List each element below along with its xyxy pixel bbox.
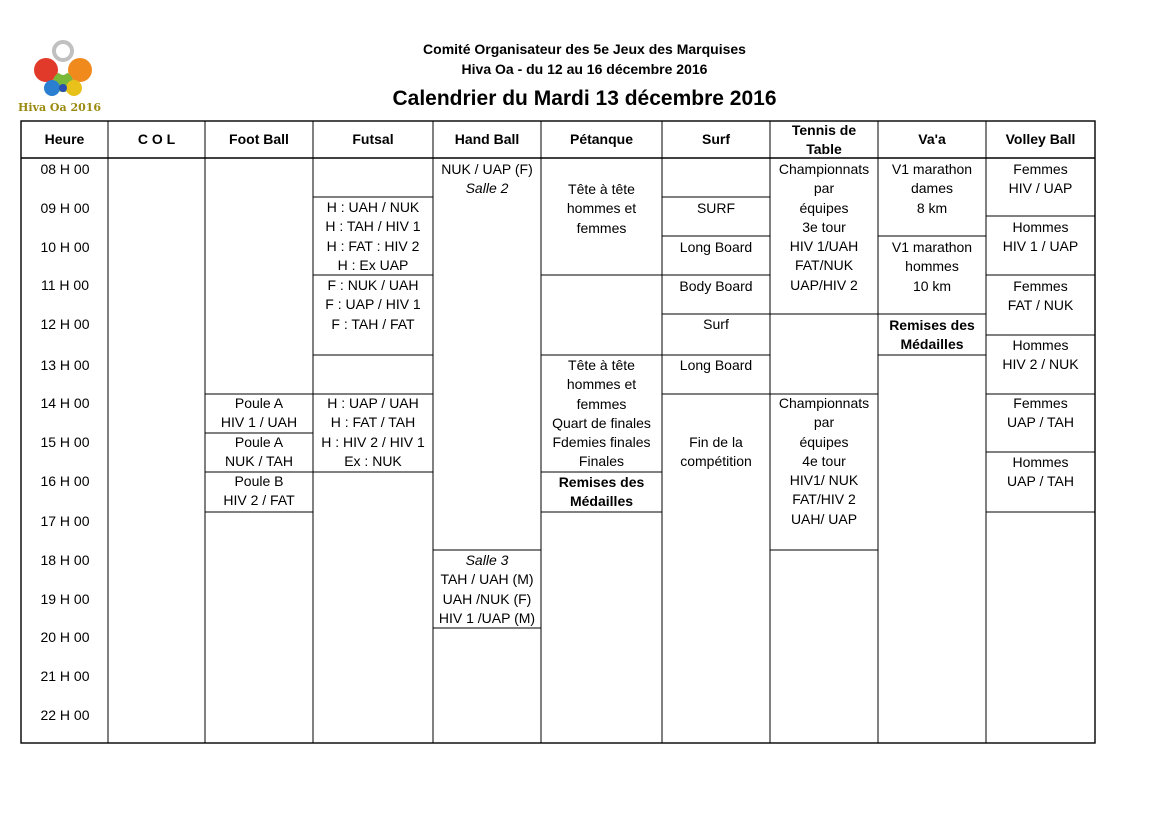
col-header-col: C O L	[137, 131, 176, 147]
surf-event: Long Board	[679, 357, 753, 373]
surf-event: SURF	[696, 200, 736, 216]
volley-match: Hommes UAP / TAH	[1007, 454, 1074, 490]
hour-label: 17 H 00	[40, 513, 90, 529]
futsal-block: H : UAP / UAH H : FAT / TAH H : HIV 2 / HIV 1 Ex : NUK	[321, 395, 425, 469]
vaa-block: V1 marathon dames 8 km	[891, 161, 973, 216]
surf-event: Body Board	[679, 278, 753, 294]
hour-label: 09 H 00	[40, 200, 90, 216]
col-header-heure: Heure	[44, 131, 85, 147]
col-header-volleyball: Volley Ball	[1005, 131, 1076, 147]
col-header-surf: Surf	[702, 131, 730, 147]
petanque-block: Tête à tête hommes et femmes Quart de finales Fdemies finales Finales	[552, 357, 651, 470]
hour-label: 15 H 00	[40, 434, 90, 450]
volley-match: Femmes HIV / UAP	[1008, 161, 1073, 197]
surf-event: Long Board	[679, 239, 753, 255]
organizer-line: Comité Organisateur des 5e Jeux des Marquises	[423, 41, 746, 57]
volley-match: Femmes UAP / TAH	[1007, 395, 1074, 431]
tennis-block: Championnats par équipes 3e tour HIV 1/UAH FAT/NUK UAP/HIV 2	[778, 161, 870, 293]
hour-label: 20 H 00	[40, 629, 90, 645]
venue-label: Salle 2	[465, 180, 509, 197]
hour-label: 14 H 00	[40, 395, 90, 411]
hour-label: 12 H 00	[40, 316, 90, 332]
football-match: Poule A NUK / TAH	[225, 434, 293, 470]
col-header-petanque: Pétanque	[569, 131, 633, 147]
volley-match: Hommes HIV 2 / NUK	[1002, 337, 1079, 373]
futsal-block: F : NUK / UAH F : UAP / HIV 1 F : TAH / FAT	[325, 277, 421, 332]
hour-label: 21 H 00	[40, 668, 90, 684]
handball-block: Salle 3 TAH / UAH (M) UAH /NUK (F) HIV 1 /UAP (M)	[433, 551, 541, 628]
vaa-block: V1 marathon hommes 10 km	[891, 239, 973, 294]
surf-event: Surf	[703, 316, 729, 332]
volley-match: Femmes FAT / NUK	[1007, 278, 1074, 314]
petanque-block: Tête à tête hommes et femmes	[566, 181, 637, 236]
petanque-medals: Remises des Médailles	[558, 474, 645, 510]
place-dates-line: Hiva Oa - du 12 au 16 décembre 2016	[461, 61, 708, 77]
logo-text: Hiva Oa 2016	[18, 101, 102, 114]
football-match: Poule B HIV 2 / FAT	[223, 473, 295, 509]
hour-label: 08 H 00	[40, 161, 90, 177]
hour-label: 13 H 00	[40, 357, 90, 373]
vaa-medals: Remises des Médailles	[889, 317, 975, 353]
hour-label: 19 H 00	[40, 591, 90, 607]
volley-match: Hommes HIV 1 / UAP	[1002, 219, 1079, 255]
hour-label: 22 H 00	[40, 707, 90, 723]
col-header-tennis: Tennis de Table	[791, 121, 857, 157]
col-header-vaa: Va'a	[918, 131, 946, 147]
futsal-block: H : UAH / NUK H : TAH / HIV 1 H : FAT : HIV 2 H : Ex UAP	[325, 199, 421, 273]
venue-label: Salle 3	[465, 552, 509, 568]
surf-event: Fin de la compétition	[680, 434, 752, 470]
hour-label: 11 H 00	[41, 277, 89, 293]
hour-label: 16 H 00	[40, 473, 90, 489]
tennis-block: Championnats par équipes 4e tour HIV1/ NUK FAT/HIV 2 UAH/ UAP	[778, 395, 870, 527]
col-header-football: Foot Ball	[229, 131, 289, 147]
handball-block: NUK / UAP (F) Salle 2	[433, 160, 541, 199]
hour-label: 10 H 00	[40, 239, 90, 255]
football-match: Poule A HIV 1 / UAH	[220, 395, 298, 431]
page-title: Calendrier du Mardi 13 décembre 2016	[392, 87, 777, 110]
hour-label: 18 H 00	[40, 552, 90, 568]
col-header-handball: Hand Ball	[454, 131, 520, 147]
col-header-futsal: Futsal	[352, 131, 394, 147]
